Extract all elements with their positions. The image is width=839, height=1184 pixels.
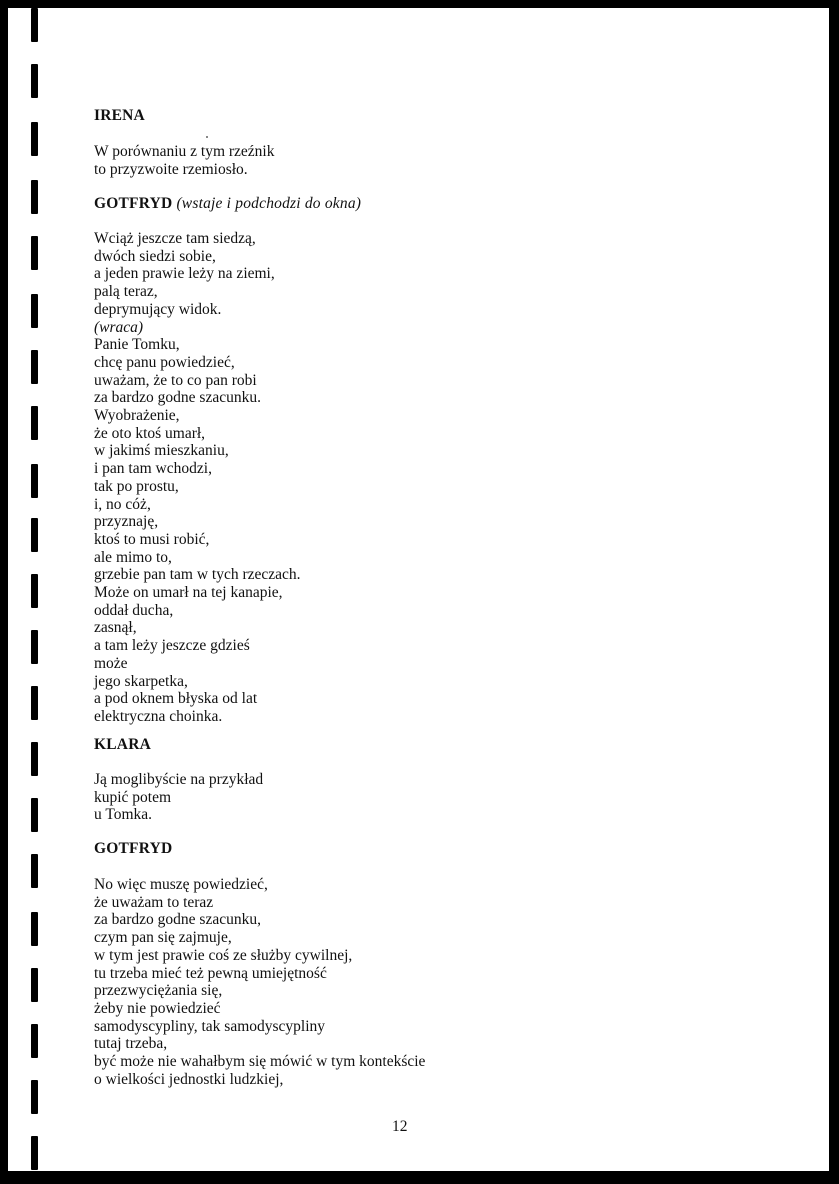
binding-hole <box>31 64 38 98</box>
binding-hole <box>31 406 38 440</box>
speaker-label: IRENA <box>94 107 145 124</box>
document-page <box>8 8 829 1171</box>
binding-hole <box>31 1136 38 1170</box>
verse-line: być może nie wahałbym się mówić w tym kontekście <box>94 1053 426 1071</box>
verse-line: tak po prostu, <box>94 477 179 495</box>
verse-line: przezwyciężania się, <box>94 982 223 1000</box>
speaker-label: KLARA <box>94 736 151 753</box>
verse-line: Wciąż jeszcze tam siedzą, <box>94 230 256 247</box>
binding-hole <box>31 8 38 42</box>
verse-line: palą teraz, <box>94 283 158 301</box>
binding-hole <box>31 854 38 888</box>
speaker-name <box>94 195 361 213</box>
verse-line: samodyscypliny, tak samodyscypliny <box>94 1017 326 1035</box>
stray-mark <box>206 136 208 138</box>
binding-hole <box>31 798 38 832</box>
verse-line: uważam, że to co pan robi <box>94 371 257 389</box>
stage-direction-line: (wraca) <box>94 318 144 336</box>
verse-line: W porównaniu z tym rzeźnik <box>94 143 275 160</box>
verse-line: oddał ducha, <box>94 601 174 619</box>
binding-hole <box>31 236 38 270</box>
page-number: 12 <box>392 1118 408 1135</box>
verse-line: czym pan się zajmuje, <box>94 929 232 947</box>
verse-line: jego skarpetka, <box>94 672 188 690</box>
verse-line: zasnął, <box>94 619 137 637</box>
verse-line: w tym jest prawie coś ze służby cywilnej, <box>94 946 353 964</box>
speaker-name <box>94 840 172 858</box>
verse-line: grzebie pan tam w tych rzeczach. <box>94 566 301 584</box>
verse-line: że uważam to teraz <box>94 893 214 911</box>
speaker-label: GOTFRYD <box>94 195 173 212</box>
verse-line: za bardzo godne szacunku. <box>94 389 261 407</box>
speech-lines <box>94 230 301 726</box>
binding-hole <box>31 294 38 328</box>
verse-line: Ją moglibyście na przykład <box>94 771 264 788</box>
binding-hole <box>31 464 38 498</box>
verse-line: a pod oknem błyska od lat <box>94 690 258 708</box>
verse-line: tutaj trzeba, <box>94 1035 168 1053</box>
verse-line: to przyzwoite rzemiosło. <box>94 160 248 178</box>
verse-line: a jeden prawie leży na ziemi, <box>94 265 275 283</box>
verse-line: Panie Tomku, <box>94 336 180 354</box>
verse-line: Może on umarł na tej kanapie, <box>94 584 283 602</box>
verse-line: elektryczna choinka. <box>94 707 223 725</box>
binding-hole <box>31 122 38 156</box>
verse-line: No więc muszę powiedzieć, <box>94 876 268 893</box>
verse-line: deprymujący widok. <box>94 300 222 318</box>
verse-line: przyznaję, <box>94 513 159 531</box>
verse-line: że oto ktoś umarł, <box>94 424 206 442</box>
verse-line: za bardzo godne szacunku, <box>94 911 261 929</box>
verse-line: i, no cóż, <box>94 495 151 513</box>
verse-line: Wyobrażenie, <box>94 407 180 425</box>
speech-lines <box>94 143 275 178</box>
speaker-label: GOTFRYD <box>94 840 173 857</box>
verse-line: i pan tam wchodzi, <box>94 460 212 478</box>
binding-hole <box>31 1080 38 1114</box>
verse-line: może <box>94 654 128 672</box>
verse-line: ktoś to musi robić, <box>94 530 210 548</box>
verse-line: dwóch siedzi sobie, <box>94 247 216 265</box>
verse-line: kupić potem <box>94 788 172 806</box>
binding-holes <box>31 8 39 1171</box>
speaker-name <box>94 107 145 125</box>
binding-hole <box>31 1024 38 1058</box>
binding-hole <box>31 630 38 664</box>
binding-hole <box>31 180 38 214</box>
verse-line: u Tomka. <box>94 806 153 824</box>
verse-line: a tam leży jeszcze gdzieś <box>94 637 250 655</box>
binding-hole <box>31 742 38 776</box>
binding-hole <box>31 350 38 384</box>
verse-line: o wielkości jednostki ludzkiej, <box>94 1070 284 1088</box>
verse-line: żeby nie powiedzieć <box>94 999 221 1017</box>
binding-hole <box>31 518 38 552</box>
binding-hole <box>31 574 38 608</box>
speech-lines <box>94 876 425 1088</box>
binding-hole <box>31 968 38 1002</box>
verse-line: w jakimś mieszkaniu, <box>94 442 229 460</box>
stage-direction: (wstaje i podchodzi do okna) <box>176 195 362 212</box>
binding-hole <box>31 686 38 720</box>
binding-hole <box>31 912 38 946</box>
verse-line: ale mimo to, <box>94 548 172 566</box>
speech-lines <box>94 771 263 824</box>
verse-line: tu trzeba mieć też pewną umiejętność <box>94 964 327 982</box>
speaker-name <box>94 736 151 754</box>
verse-line: chcę panu powiedzieć, <box>94 353 235 371</box>
